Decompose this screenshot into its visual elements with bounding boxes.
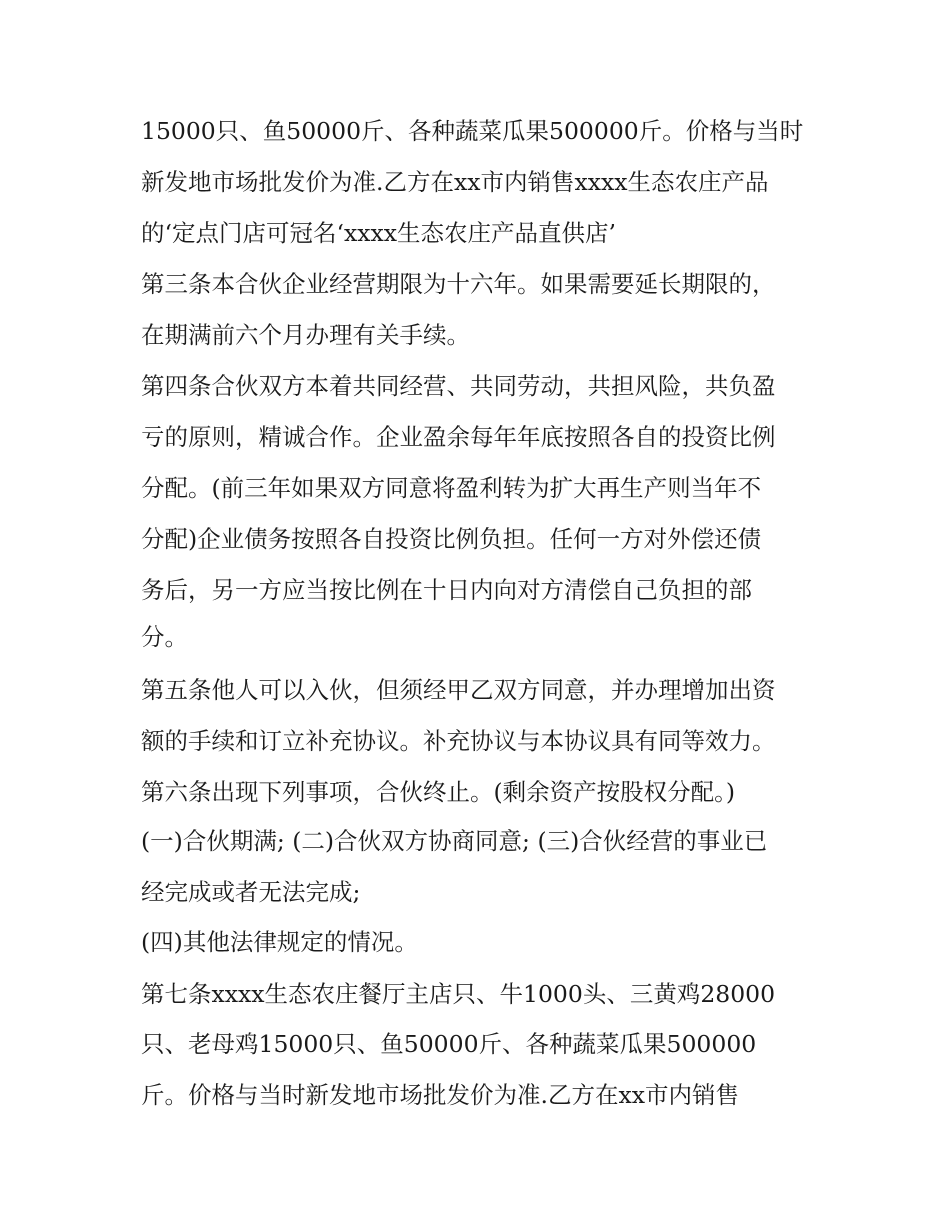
text-line: 分配)企业债务按照各自投资比例负担。任何一方对外偿还债 — [141, 525, 762, 553]
text-line: 第三条本合伙企业经营期限为十六年。如果需要延长期限的， — [141, 270, 776, 298]
text-line: 新发地市场批发价为准.乙方在xx市内销售xxxx生态农庄产品 — [141, 168, 769, 196]
text-line: 斤。价格与当时新发地市场批发价为准.乙方在xx市内销售 — [141, 1081, 739, 1109]
text-line: 务后，另一方应当按比例在十日内向对方清偿自己负担的部 — [141, 576, 752, 604]
text-line: 第五条他人可以入伙，但须经甲乙双方同意，并办理增加出资 — [141, 676, 776, 704]
text-line: 第七条xxxx生态农庄餐厅主店只、牛1000头、三黄鸡28000 — [141, 980, 776, 1008]
text-line: 在期满前六个月办理有关手续。 — [141, 321, 470, 349]
text-line: 15000只、鱼50000斤、各种蔬菜瓜果500000斤。价格与当时 — [141, 117, 804, 145]
text-line: 分配。(前三年如果双方同意将盈利转为扩大再生产则当年不 — [141, 474, 762, 502]
text-line: 的‘定点门店可冠名‘xxxx生态农庄产品直供店’ — [141, 219, 616, 247]
text-line: 经完成或者无法完成; — [141, 878, 361, 906]
text-line: 额的手续和订立补充协议。补充协议与本协议具有同等效力。 — [141, 727, 776, 755]
text-line: 亏的原则，精诚合作。企业盈余每年年底按照各自的投资比例 — [141, 423, 776, 451]
text-line: 第四条合伙双方本着共同经营、共同劳动，共担风险，共负盈 — [141, 372, 776, 400]
text-line: (四)其他法律规定的情况。 — [141, 928, 418, 956]
text-line: (一)合伙期满; (二)合伙双方协商同意; (三)合伙经营的事业已 — [141, 827, 768, 855]
text-line: 分。 — [141, 623, 188, 651]
text-line: 只、老母鸡15000只、鱼50000斤、各种蔬菜瓜果500000 — [141, 1030, 757, 1058]
text-line: 第六条出现下列事项，合伙终止。(剩余资产按股权分配。) — [141, 778, 736, 806]
